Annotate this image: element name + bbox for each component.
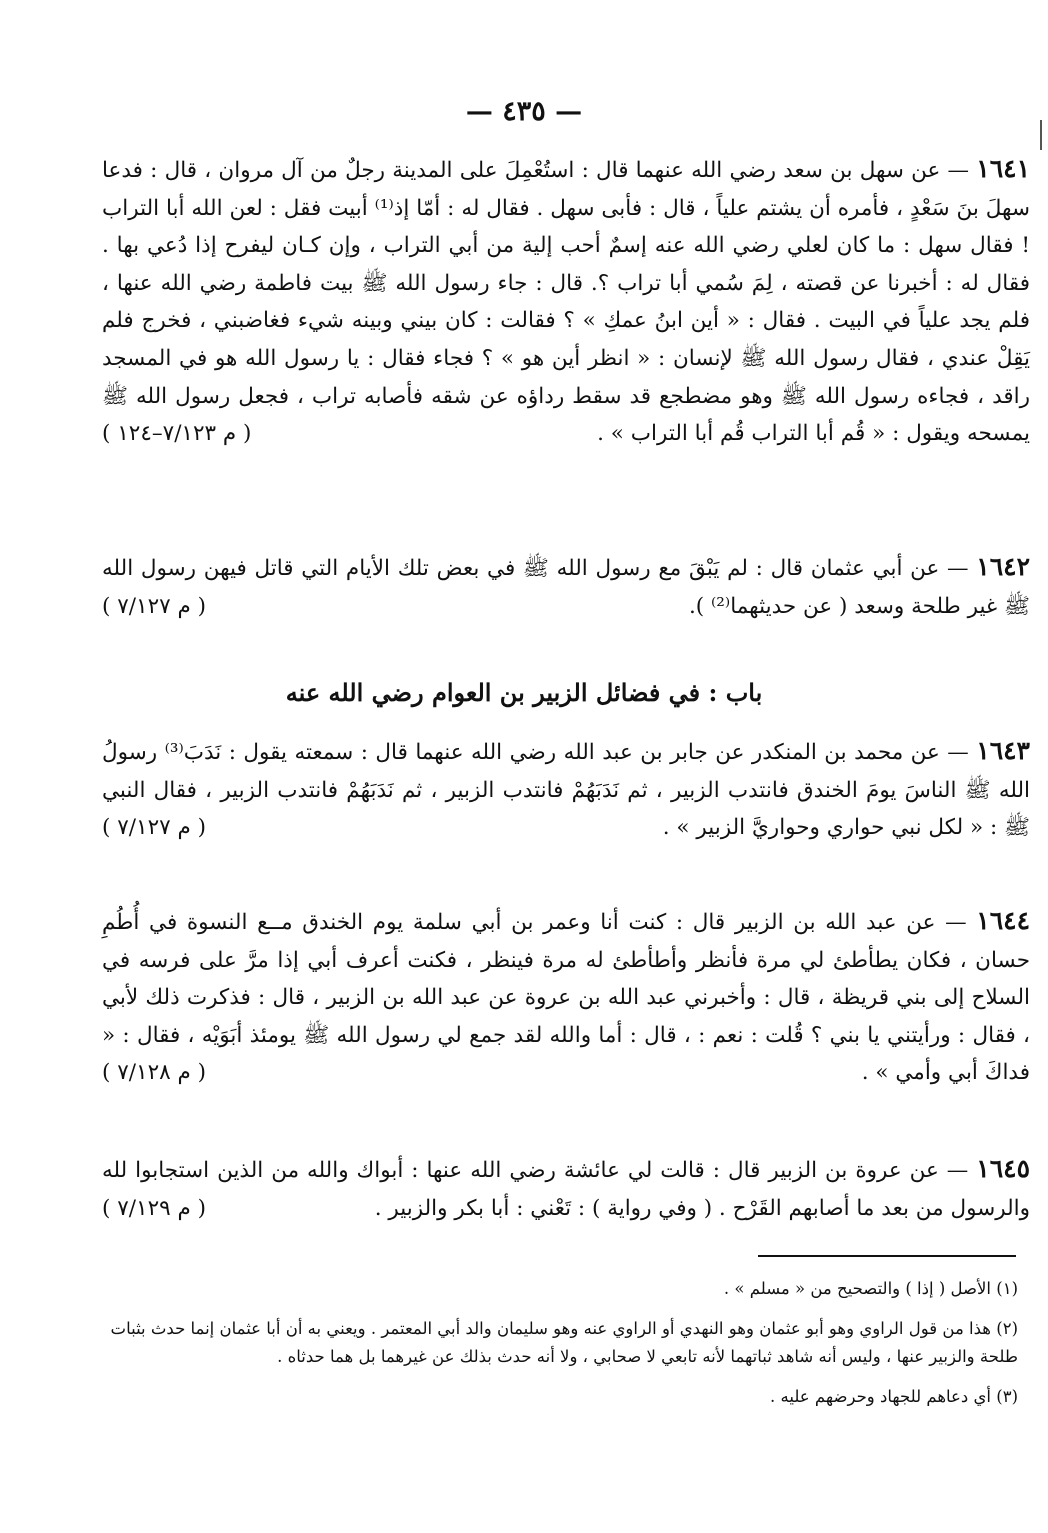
hadith-text: — عن أبي عثمان قال : لم يَبْقَ مع رسول الله ﷺ في بعض تلك الأيام التي قاتل فيهن رسول الله ﷺ غير طلحة وسعد ( عن حديثهما⁽²⁾ ). — [102, 556, 1030, 619]
hadith-text: — عن سهل بن سعد رضي الله عنهما قال : استُعْمِلَ على المدينة رجلٌ من آل مروان ، قال : فدعا سهلَ بنَ سَعْدٍ ، فأمره أن يشتم علياً ، قال : فأبى سهل . فقال له : أمّا إذ⁽¹⁾ أبيت فقل : لعن الله أبا التراب ! فقال سهل : ما كان لعلي رضي الله عنه إسمٌ أحب إلية من أبي التراب ، وإن كـان ليفرح إذا دُعي بها . فقال له : أخبرنا عن قصته ، لِمَ سُمي أبا تراب ؟. قال : جاء رسول الله ﷺ بيت فاطمة رضي الله عنها ، فلم يجد علياً في البيت . فقال : « أين ابنُ عمكِ » ؟ فقالت : كان بيني وبينه شيء فغاضبني ، فخرج فلم يَقِلْ عندي ، فقال رسول الله ﷺ لإنسان : « انظر أين هو » ؟ فجاء فقال : يا رسول الله هو في المسجد راقد ، فجاءه رسول الله ﷺ وهو مضطجع قد سقط رداؤه عن شقه فأصابه تراب ، فجعل رسول الله ﷺ يمسحه ويقول : « قُم أبا التراب قُم أبا التراب » . — [102, 158, 1030, 447]
hadith-1644 — [102, 902, 1030, 1092]
footnote-2: (٢) هذا من قول الراوي وهو أبو عثمان وهو النهدي أو الراوي عنه وهو سليمان والد أبي المعتمر . ويعني به أن أبا عثمان إنما حدث بثبات طلحة والزبير عنها ، وليس أنه شاهد ثباتهما لأنه تابعي لا صحابي ، ولا أنه حدث بذلك عن غيرهما بل هما حدثاه . — [110, 1319, 1018, 1366]
hadith-reference: ( م ٧/١٢٧ ) — [102, 815, 207, 841]
hadith-reference: ( م ٧/١٢٧ ) — [102, 593, 207, 619]
hadith-1645 — [102, 1150, 1030, 1227]
hadith-reference: ( م ٧/١٢٩ ) — [102, 1195, 207, 1221]
hadith-1641 — [102, 150, 1030, 453]
hadith-1642 — [102, 548, 1030, 625]
hadith-text: — عن محمد بن المنكدر عن جابر بن عبد الله رضي الله عنهما قال : سمعته يقول : نَدَبَ⁽³⁾ رسولُ الله ﷺ الناسَ يومَ الخندق فانتدب الزبير ، ثم نَدَبَهُمْ فانتدب الزبير ، ثم نَدَبَهُمْ فانتدب الزبير ، فقال النبي ﷺ : « لكل نبي حواري وحواريَّ الزبير » . — [102, 740, 1030, 841]
footnote-1: (١) الأصل ( إذا ) والتصحيح من « مسلم » . — [723, 1279, 1018, 1298]
chapter-heading: باب : في فضائل الزبير بن العوام رضي الله عنه — [285, 678, 763, 707]
hadith-number: ١٦٤١ — [976, 154, 1030, 183]
hadith-reference: ( م ٧/١٢٣–١٢٤ ) — [102, 421, 252, 447]
footnote-divider — [758, 1255, 1016, 1257]
hadith-number: ١٦٤٥ — [976, 1154, 1030, 1183]
hadith-number: ١٦٤٢ — [976, 552, 1030, 581]
hadith-reference: ( م ٧/١٢٨ ) — [102, 1060, 207, 1086]
footnote-3: (٣) أي دعاهم للجهاد وحرضهم عليه . — [770, 1387, 1018, 1406]
hadith-text: — عن عروة بن الزبير قال : قالت لي عائشة رضي الله عنها : أبواك والله من الذين استجابوا لله والرسول من بعد ما أصابهم القَرْح . ( وفي رواية ) : تَعْني : أبا بكر والزبير . — [102, 1158, 1030, 1221]
hadith-1643 — [102, 732, 1030, 847]
footnotes — [100, 1275, 1018, 1423]
page-number: — ٤٣٥ — — [465, 96, 583, 127]
hadith-number: ١٦٤٣ — [976, 736, 1030, 765]
margin-mark — [1040, 120, 1042, 150]
hadith-text: — عن عبد الله بن الزبير قال : كنت أنا وعمر بن أبي سلمة يوم الخندق مــع النسوة في أُطُمِ حسان ، فكان يطأطئ لي مرة فأنظر وأطأطئ له مرة فينظر ، فكنت أعرف أبي إذا مرَّ على فرسه في السلاح إلى بني قريظة ، قال : وأخبرني عبد الله بن عروة عن عبد الله بن الزبير ، قال : فذكرت ذلك لأبي ، فقال : ورأيتني يا بني ؟ قُلت : نعم : ، قال : أما والله لقد جمع لي رسول الله ﷺ يومئذ أبَوَيْه ، فقال : « فداكَ أبي وأمي » . — [102, 910, 1030, 1086]
hadith-number: ١٦٤٤ — [976, 906, 1030, 935]
